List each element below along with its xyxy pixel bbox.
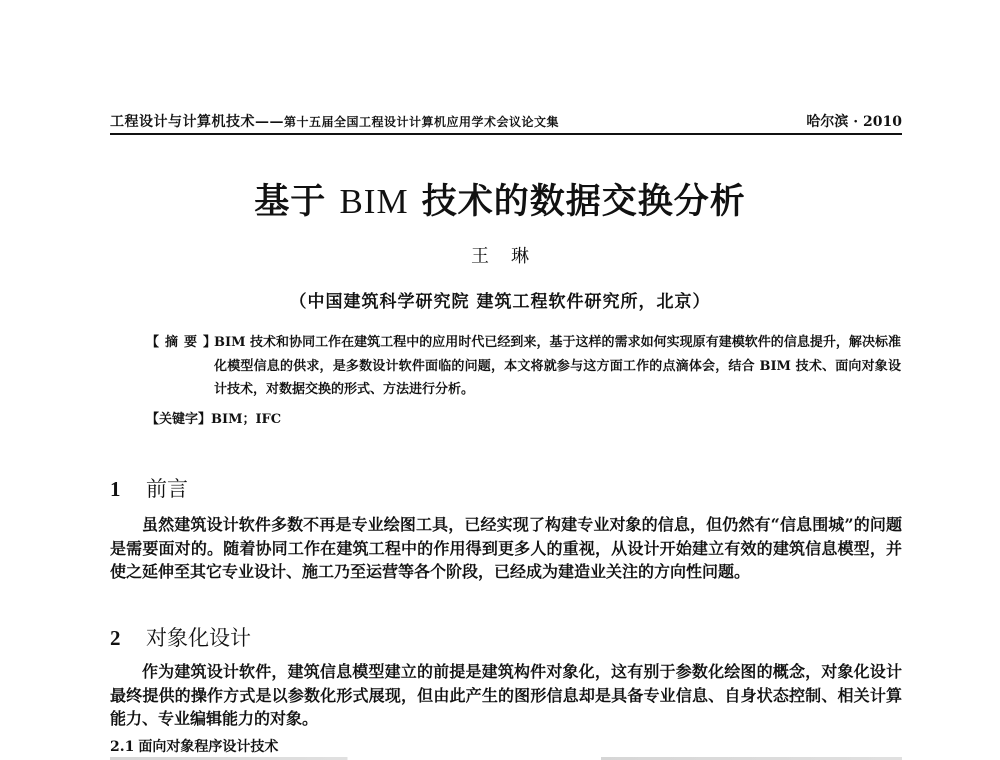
keywords	[146, 410, 281, 430]
section-2-paragraph: 作为建筑设计软件，建筑信息模型建立的前提是建筑构件对象化，这有别于参数化绘图的概念，对象化设计最终提供的操作方式是以参数化形式展现，但由此产生的图形信息却是具备专业信息、自身状态控制、相关计算能力、专业编辑能力的对象。	[110, 662, 902, 728]
subsection-title: 面向对象程序设计技术	[138, 739, 279, 755]
title-prefix: 基于	[254, 182, 340, 222]
location-year: 哈尔滨 · 2010	[806, 114, 902, 130]
section-number: 1	[110, 477, 121, 501]
paper-title	[0, 174, 1000, 224]
keywords-label: 【关键字】	[146, 412, 212, 427]
section-title: 前言	[146, 477, 188, 501]
series-title: 工程设计与计算机技术	[110, 114, 255, 130]
section-heading-2	[110, 622, 251, 652]
abstract-label: 【摘要】	[146, 335, 223, 350]
abstract-text: BIM 技术和协同工作在建筑工程中的应用时代已经到来，基于这样的需求如何实现原有建模软件的信息提升，解决标准化模型信息的供求，是多数设计软件面临的问题，本文将就参与这方面工作的点滴体会，结合 BIM 技术、面向对象设计技术，对数据交换的形式、方法进行分析。	[214, 335, 901, 397]
keywords-value: BIM；IFC	[211, 412, 282, 427]
author-name: 王琳	[471, 246, 551, 267]
abstract	[146, 331, 901, 402]
section-1-paragraph: 虽然建筑设计软件多数不再是专业绘图工具，已经实现了构建专业对象的信息，但仍然有“信息围城”的问题是需要面对的。随着协同工作在建筑工程中的作用得到更多人的重视，从设计开始建立有效的建筑信息模型，并使之延伸至其它专业设计、施工乃至运营等各个阶段，已经成为建造业关注的方向性问题。	[110, 515, 902, 581]
title-latin: BIM	[339, 182, 409, 221]
running-header	[110, 111, 902, 135]
section-title: 对象化设计	[146, 626, 251, 650]
section-number: 2	[110, 626, 121, 650]
conference-title: 第十五届全国工程设计计算机应用学术会议论文集	[284, 115, 560, 129]
running-header-journal	[110, 111, 559, 131]
header-dash: ——	[255, 114, 284, 130]
title-suffix: 技术的数据交换分析	[408, 182, 746, 222]
subsection-heading	[110, 736, 278, 756]
section-heading-1	[110, 473, 188, 503]
subsection-number: 2.1	[110, 739, 135, 755]
author-affiliation: （中国建筑科学研究院 建筑工程软件研究所，北京）	[289, 292, 711, 312]
